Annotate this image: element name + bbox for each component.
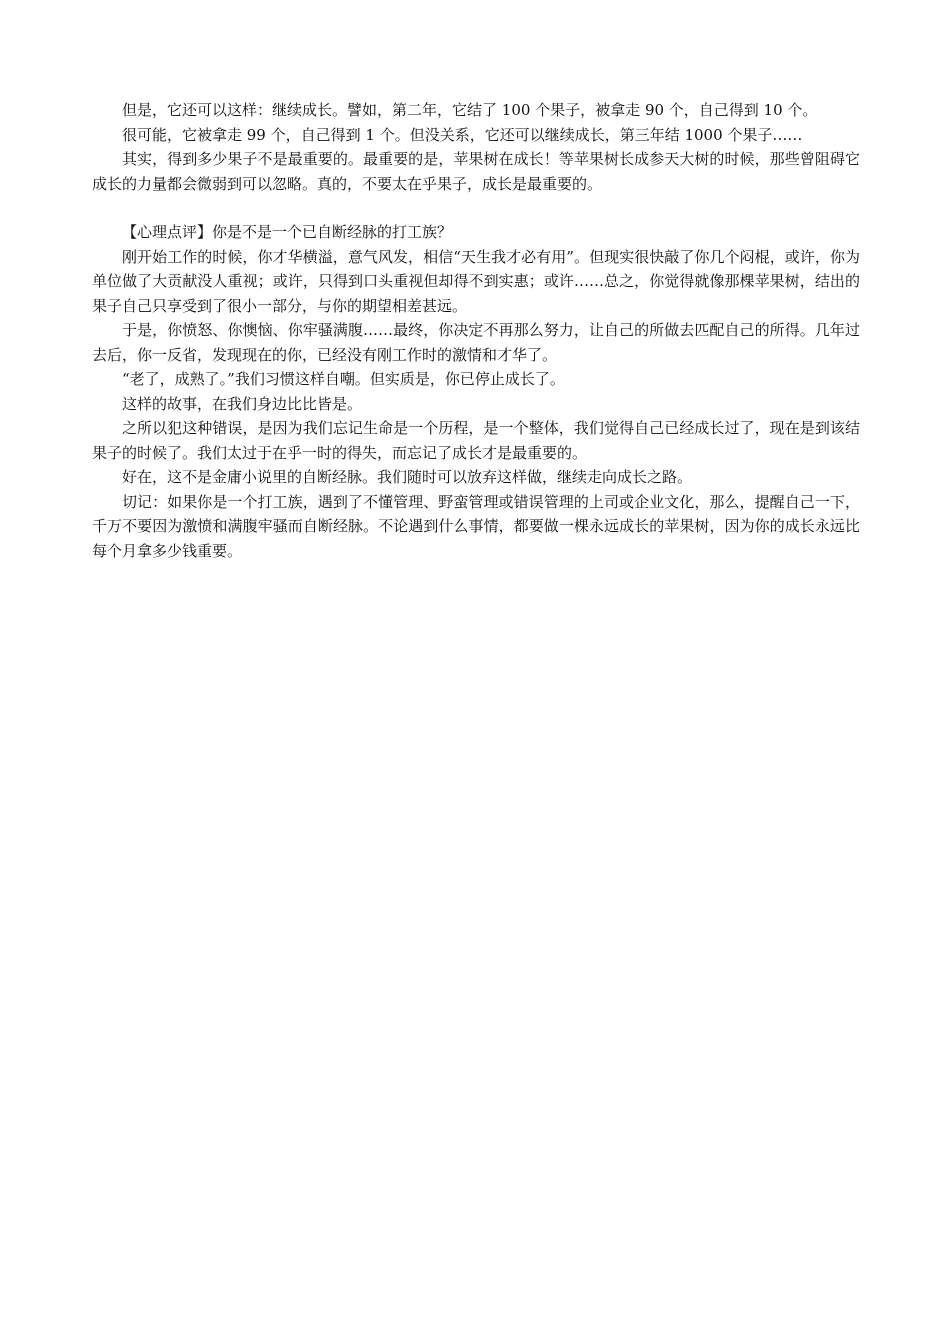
paragraph-continue-growing: 但是，它还可以这样：继续成长。譬如，第二年，它结了 100 个果子，被拿走 90 个，自己得到 10 个。 [122,101,818,119]
section-heading-psych-review: 【心理点评】你是不是一个已自断经脉的打工族？ [122,223,453,241]
paragraph-third-year: 很可能，它被拿走 99 个，自己得到 1 个。但没关系，它还可以继续成长，第三年结 1000 个果子…… [122,125,803,144]
paragraph-remember: 切记：如果你是一个打工族，遇到了不懂管理、野蛮管理或错误管理的上司或企业文化，那么，提醒自己一下，千万不要因为激愤和满腹牢骚而自断经脉。不论遇到什么事情，都要做一棵永远成长的苹果树，因为你的成长永远比每个月拿多少钱重要。 [92,492,860,560]
paragraph-start-of-work: 刚开始工作的时候，你才华横溢，意气风发，相信“天生我才必有用”。但现实很快敲了你几个闷棍，或许，你为单位做了大贡献没人重视；或许，只得到口头重视但却得不到实惠；或许……总之，你觉得就像那棵苹果树，结出的果子自己只享受到了很小一部分，与你的期望相差甚远。 [92,247,860,315]
paragraph-anger: 于是，你愤怒、你懊恼、你牢骚满腹……最终，你决定不再那么努力，让自己的所做去匹配自己的所得。几年过去后，你一反省，发现现在的你，已经没有刚工作时的激情和才华了。 [92,321,860,364]
paragraph-growth-most-important: 其实，得到多少果子不是最重要的。最重要的是，苹果树在成长！等苹果树长成参天大树的时候，那些曾阻碍它成长的力量都会微弱到可以忽略。真的，不要太在乎果子，成长是最重要的。 [92,150,860,193]
paragraph-old-mature: “老了，成熟了。”我们习惯这样自嘲。但实质是，你已停止成长了。 [122,370,565,388]
section-spacer [92,196,860,220]
paragraph-common-story: 这样的故事，在我们身边比比皆是。 [122,394,363,413]
paragraph-why-mistake: 之所以犯这种错误，是因为我们忘记生命是一个历程，是一个整体，我们觉得自己已经成长过了，现在是到该结果子的时候了。我们太过于在乎一时的得失，而忘记了成长才是最重要的。 [92,419,860,462]
paragraph-not-jin-yong: 好在，这不是金庸小说里的自断经脉。我们随时可以放弃这样做，继续走向成长之路。 [122,468,693,486]
document-page [92,98,860,563]
